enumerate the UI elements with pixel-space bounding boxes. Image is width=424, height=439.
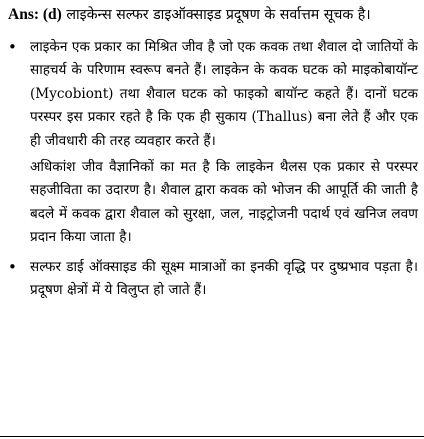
bullet-body bbox=[30, 36, 418, 250]
bullet-item-so2-effect bbox=[8, 256, 418, 303]
bottom-divider bbox=[0, 436, 424, 437]
paragraph-so2-effect: सल्फर डाई ऑक्साइड की सूक्ष्म मात्राओं का इनकी वृद्धि पर दुष्प्रभाव पड़ता है। प्रदूषण क्षेत्रों में ये विलुप्त हो जाते हैं। bbox=[30, 258, 418, 299]
paragraph-lichen-symbiosis: अधिकांश जीव वैज्ञानिकों का मत है कि लाइकेन थैलस एक प्रकार से परस्पर सहजीविता का उदारण है। शैवाल द्वारा कवक को भोजन की आपूर्ति की जाती है बदले में कवक द्वारा शैवाल को सुरक्षा, जल, नाइट्रोजनी पदार्थ एवं खनिज लवण प्रदान किया जाता है। bbox=[30, 159, 418, 246]
answer-line bbox=[8, 4, 418, 26]
bullet-icon: • bbox=[8, 38, 17, 56]
answer-text: लाइकेन्स सल्फर डाइऑक्साइड प्रदूषण के सर्वात्तम सूचक है। bbox=[66, 7, 371, 23]
bullet-item-lichen-description bbox=[8, 36, 418, 250]
paragraph-lichen-structure: लाइकेन एक प्रकार का मिश्रित जीव है जो एक कवक तथा शैवाल दो जातियों के साहचर्य के परिणाम स्वरूप बनते हैं। लाइकेन के कवक घटक को माइकोबायॉन्ट (Mycobiont) तथा शैवाल घटक को फाइको बायॉन्ट कहते हैं। दानों घटक परस्पर इस प्रकार रहते है कि एक ही सुकाय (Thallus) बना लेते हैं और एक ही जीवधारी की तरह व्यवहार करते हैं। bbox=[30, 39, 418, 149]
answer-label: Ans: (d) bbox=[8, 6, 62, 23]
bullet-body bbox=[30, 256, 418, 303]
bullet-icon: • bbox=[8, 257, 17, 276]
